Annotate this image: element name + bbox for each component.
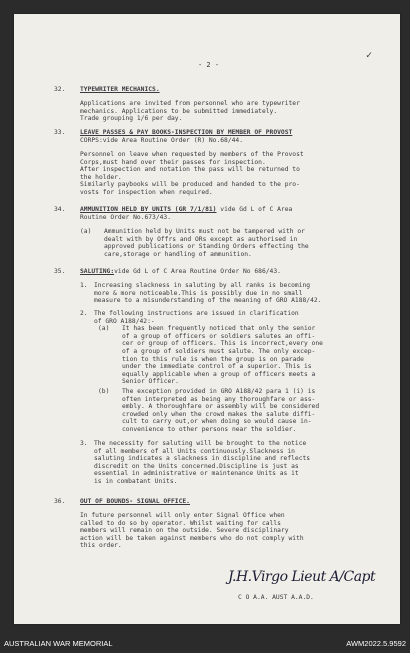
section-number: 36.: [54, 498, 66, 505]
text-line: Ammunition held by Units must not be tampered with or: [104, 228, 305, 235]
text-line: is in combatant Units.: [94, 478, 178, 485]
text-line: tion to this rule is when the group is on parade: [122, 355, 304, 363]
text-line: Corps,must hand over their passes for inspection.: [80, 158, 266, 166]
text-line: of a group of soldiers must salute. The only excep-: [122, 348, 316, 355]
tick-mark: ✓: [366, 50, 373, 61]
section-number: 32.: [54, 86, 66, 93]
text-line: often interpreted as being any thoroughfare or ass-: [122, 395, 316, 403]
text-line: cer or group of officers. This is incorrect,every one: [122, 340, 323, 348]
item-label: (a): [80, 228, 92, 235]
document-page: [14, 14, 400, 624]
text-line: cult to carry out,or when doing so would cause in-: [122, 418, 312, 426]
text-line: discredit on the Units concerned.Discipline is just as: [94, 462, 299, 470]
text-line: The necessity for saluting will be brought to the notice: [94, 440, 307, 447]
section-heading: AMMUNITION HELD BY UNITS (GR 7/1/81) vide Gd L of C Area: [80, 206, 293, 213]
text-line: this order.: [80, 542, 122, 550]
text-line: Trade grouping 1/6 per day.: [80, 115, 183, 123]
item-label: (b): [98, 388, 110, 395]
text-line: It has been frequently noticed that only the senior: [122, 325, 316, 333]
text-line: vosts for inspection when required.: [80, 189, 213, 196]
section-heading: LEAVE PASSES & PAY BOOKS-INSPECTION BY MEMBER OF PROVOST: [80, 129, 293, 136]
text-line: of a group of officers or soldiers salutes an offi-: [122, 332, 316, 340]
text-line: of GRO A188/42:-: [94, 317, 155, 325]
section-heading: TYPEWRITER MECHANICS.: [80, 86, 160, 93]
text-line: the holder.: [80, 173, 122, 181]
text-line: called to do so by operator. Whilst waiting for calls: [80, 519, 281, 527]
text-line: crowded only when the crowd makes the salute diffi-: [122, 410, 316, 418]
text-line: dealt with by Offrs and ORs except as authorised in: [104, 235, 298, 243]
page-number: - 2 -: [198, 61, 220, 69]
section-number: 33.: [54, 129, 66, 136]
text-line: Increasing slackness in saluting by all ranks is becoming: [94, 282, 311, 289]
section-heading-cont: Routine Order No.673/43.: [80, 213, 171, 221]
text-line: convenience to other persons near the soldier.: [122, 426, 297, 433]
document-body: [14, 14, 400, 624]
section-number: 34.: [54, 206, 66, 213]
text-line: In future personnel will only enter Signal Office when: [80, 512, 285, 519]
text-line: action will be taken against members who do not comply with: [80, 534, 304, 542]
text-line: After inspection and notation the pass will be returned to: [80, 166, 300, 174]
handwritten-signature: J.H.Virgo Lieut A/Capt: [228, 569, 376, 585]
archive-footer: [0, 632, 410, 653]
text-line: embly. A thoroughfare or assembly will be considered: [122, 403, 320, 411]
accession-number: AWM2022.5.9592: [346, 639, 406, 648]
text-line: Personnel on leave when requested by members of the Provost: [80, 151, 304, 158]
text-line: of all members of all Units continuously.Slackness in: [94, 447, 295, 455]
text-line: essential in administrative or maintenance Units as it: [94, 470, 299, 478]
section-number: 35.: [54, 268, 66, 275]
section-heading: OUT OF BOUNDS- SIGNAL OFFICE.: [80, 498, 190, 505]
text-line: measure to a misunderstanding of the meaning of GRO A188/42.: [94, 297, 322, 305]
text-line: more & more noticeable.This is possibly due in no small: [94, 289, 303, 297]
text-line: saluting indicates a slackness in discipline and reflects: [94, 455, 311, 463]
text-line: equally applicable when a group of officers meets a: [122, 370, 316, 378]
item-label: 3.: [80, 440, 88, 447]
text-line: mechanics. Applications to be submitted immediately.: [80, 107, 278, 115]
item-label: (a): [98, 325, 110, 333]
text-line: members will remain on the outside. Severe disciplinary: [80, 527, 289, 535]
text-line: under the immediate control of a superior. This is: [122, 363, 312, 371]
signature-title: C O A.A. AUST A.A.D.: [238, 594, 314, 601]
text-line: approved publications or Standing Orders effecting the: [104, 243, 309, 251]
institution-name: AUSTRALIAN WAR MEMORIAL: [4, 639, 113, 648]
text-line: care,storage or handling of ammunition.: [104, 250, 252, 258]
item-label: 1.: [80, 282, 88, 289]
section-heading: SALUTING:vide Gd L of C Area Routine Order No 686/43.: [80, 268, 281, 275]
text-line: The following instructions are issued in clarification: [94, 310, 299, 317]
text-line: The exception provided in GRO A188/42 para 1 (i) is: [122, 388, 316, 395]
text-line: Applications are invited from personnel who are typewriter: [80, 100, 300, 107]
text-line: Similarly paybooks will be produced and handed to the pro-: [80, 181, 300, 189]
section-heading-cont: CORPS:vide Area Routine Order (R) No.68/44.: [80, 136, 244, 144]
item-label: 2.: [80, 310, 88, 317]
text-line: Senior Officer.: [122, 378, 179, 386]
